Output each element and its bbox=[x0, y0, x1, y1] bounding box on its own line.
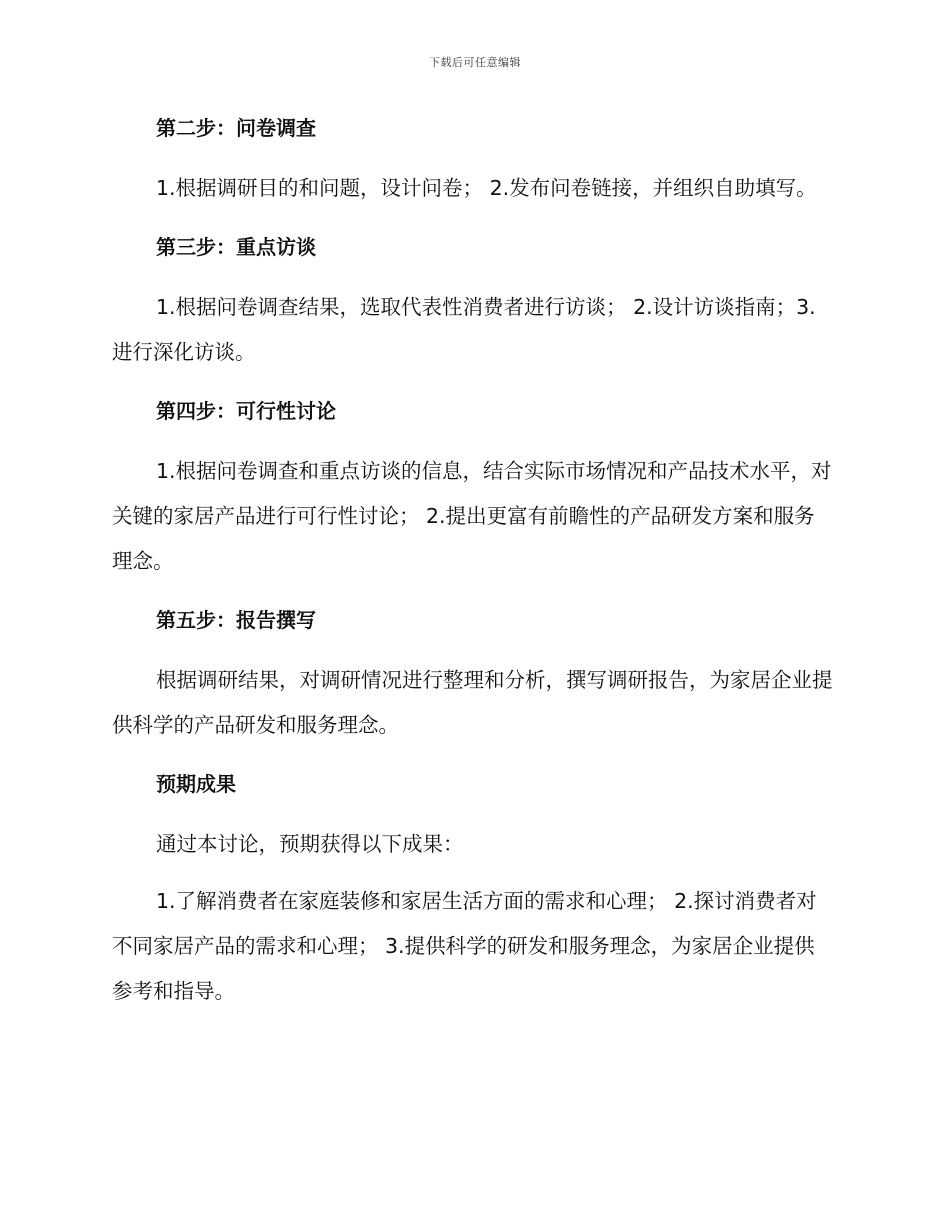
section-expected-results bbox=[112, 768, 834, 1014]
page-header: 下载后可任意编辑 bbox=[429, 56, 521, 69]
section-feasibility bbox=[112, 395, 834, 584]
document-body bbox=[112, 112, 834, 1014]
section-paragraph: 1.根据调研目的和问题，设计问卷； 2.发布问卷链接，并组织自助填写。 bbox=[156, 176, 817, 200]
section-heading: 第四步：可行性讨论 bbox=[156, 399, 336, 423]
section-interview bbox=[112, 231, 834, 375]
section-paragraph: 通过本讨论，预期获得以下成果： bbox=[156, 832, 464, 856]
section-paragraph: 1.根据问卷调查结果，选取代表性消费者进行访谈； 2.设计访谈指南；3.进行深化访谈。 bbox=[112, 295, 816, 364]
section-paragraph: 1.根据问卷调查和重点访谈的信息，结合实际市场情况和产品技术水平，对关键的家居产品进行可行性讨论； 2.提出更富有前瞻性的产品研发方案和服务理念。 bbox=[112, 459, 832, 573]
section-heading: 第二步：问卷调查 bbox=[156, 116, 316, 140]
section-questionnaire bbox=[112, 112, 834, 211]
section-heading: 第三步：重点访谈 bbox=[156, 235, 316, 259]
section-report bbox=[112, 604, 834, 748]
section-heading: 预期成果 bbox=[156, 772, 236, 796]
section-paragraph: 1.了解消费者在家庭装修和家居生活方面的需求和心理； 2.探讨消费者对不同家居产品的需求和心理； 3.提供科学的研发和服务理念，为家居企业提供参考和指导。 bbox=[112, 889, 817, 1003]
section-heading: 第五步：报告撰写 bbox=[156, 608, 316, 632]
section-paragraph: 根据调研结果，对调研情况进行整理和分析，撰写调研报告，为家居企业提供科学的产品研发和服务理念。 bbox=[112, 668, 833, 737]
